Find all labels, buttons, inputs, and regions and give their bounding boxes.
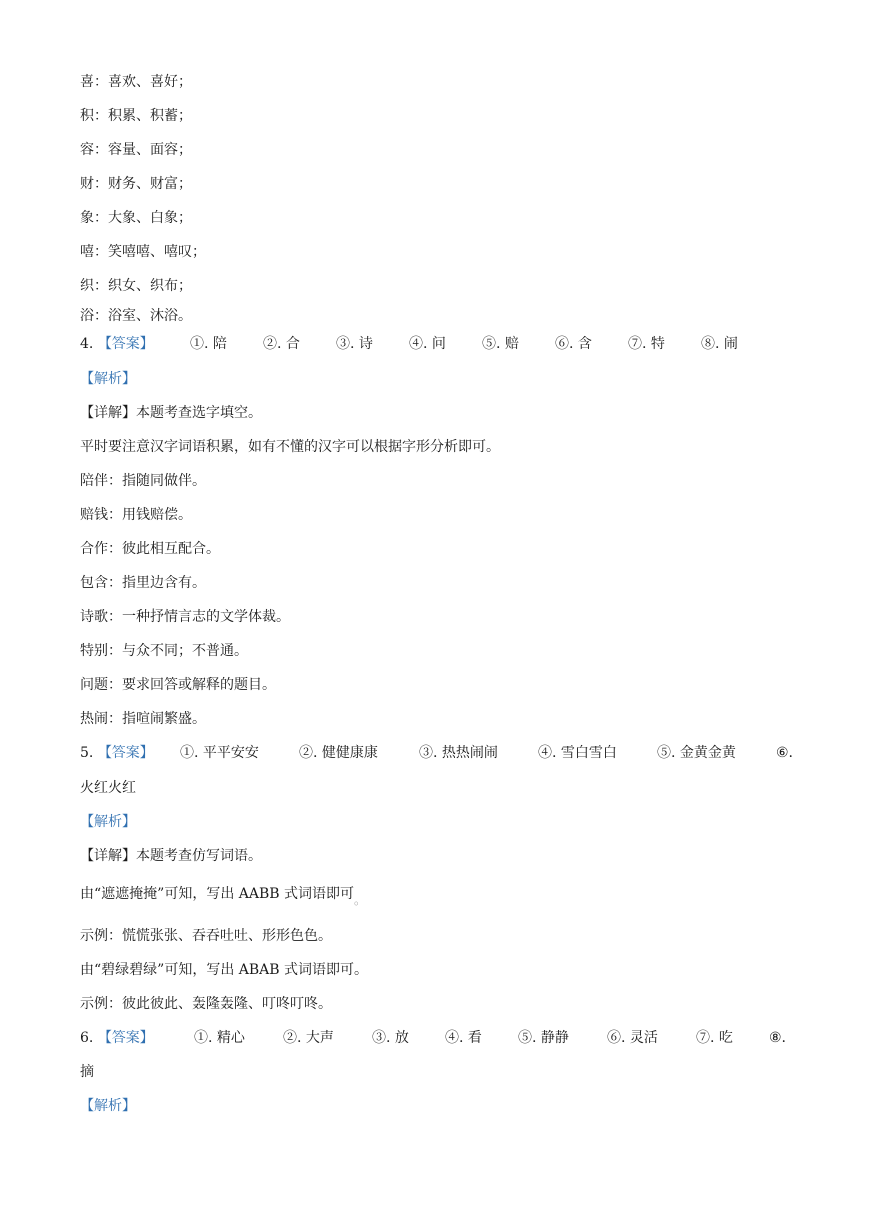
q5-number: 5. (80, 745, 94, 761)
q6-option-8: ⑧. (769, 1030, 787, 1046)
q6-answer-tag: 【答案】 (97, 1030, 154, 1046)
q5-answer-row (80, 743, 800, 763)
q6-option-4: ④. 看 (445, 1030, 482, 1046)
q5-line-2: 示例：慌慌张张、吞吞吐吐、形形色色。 (80, 928, 332, 944)
q5-option-4: ④. 雪白雪白 (538, 745, 617, 761)
q5-trailing-dot: 。 (354, 893, 367, 907)
q5-wrap-text: 火红火红 (80, 780, 136, 796)
q4-option-6: ⑥. 含 (555, 336, 592, 352)
q5-line-1 (80, 884, 367, 907)
q5-analysis-tag: 【解析】 (80, 814, 136, 830)
q6-option-6: ⑥. 灵活 (607, 1030, 658, 1046)
q3-line-6: 嘻：笑嘻嘻、嘻叹； (80, 244, 206, 260)
q4-line-3: 赔钱：用钱赔偿。 (80, 507, 192, 523)
q6-answer-row (80, 1028, 800, 1048)
q6-option-2: ②. 大声 (283, 1030, 334, 1046)
q4-option-7: ⑦. 特 (628, 336, 665, 352)
q6-option-3: ③. 放 (372, 1030, 409, 1046)
q4-line-4: 合作：彼此相互配合。 (80, 541, 220, 557)
q5-option-5: ⑤. 金黄金黄 (657, 745, 736, 761)
q4-line-8: 问题：要求回答或解释的题目。 (80, 677, 276, 693)
q3-line-4: 财：财务、财富； (80, 176, 192, 192)
q4-line-1: 平时要注意汉字词语积累，如有不懂的汉字可以根据字形分析即可。 (80, 439, 500, 455)
q4-answer-tag: 【答案】 (97, 336, 154, 352)
q5-option-1: ①. 平平安安 (180, 745, 259, 761)
q4-line-7: 特别：与众不同；不普通。 (80, 643, 248, 659)
q4-option-4: ④. 问 (409, 336, 446, 352)
q3-line-2: 积：积累、积蓄； (80, 108, 192, 124)
q5-answer-tag: 【答案】 (97, 745, 154, 761)
q3-line-5: 象：大象、白象； (80, 210, 192, 226)
q5-line-3: 由“碧绿碧绿”可知，写出 ABAB 式词语即可。 (80, 962, 369, 978)
q3-line-7: 织：织女、织布； (80, 278, 192, 294)
q5-option-3: ③. 热热闹闹 (419, 745, 498, 761)
q4-line-6: 诗歌：一种抒情言志的文学体裁。 (80, 609, 290, 625)
q5-detail (80, 846, 262, 866)
q6-number: 6. (80, 1030, 94, 1046)
q6-option-5: ⑤. 静静 (518, 1030, 569, 1046)
q3-line-8: 浴：浴室、沐浴。 (80, 308, 192, 324)
q6-analysis-tag: 【解析】 (80, 1098, 136, 1114)
q4-answer-row (80, 334, 800, 354)
q4-option-8: ⑧. 闹 (701, 336, 738, 352)
q4-number: 4. (80, 336, 94, 352)
q5-line-4: 示例：彼此彼此、轰隆轰隆、叮咚叮咚。 (80, 996, 332, 1012)
q4-analysis-tag: 【解析】 (80, 371, 136, 387)
q4-detail-tag: 【详解】 (80, 405, 136, 421)
q5-option-2: ②. 健健康康 (299, 745, 378, 761)
q4-detail-text: 本题考查选字填空。 (136, 405, 262, 421)
q4-option-3: ③. 诗 (336, 336, 373, 352)
q4-option-2: ②. 合 (263, 336, 300, 352)
q4-detail (80, 403, 262, 423)
q5-detail-tag: 【详解】 (80, 848, 136, 864)
q4-line-5: 包含：指里边含有。 (80, 575, 206, 591)
q6-wrap-text: 摘 (80, 1064, 94, 1080)
q4-line-2: 陪伴：指随同做伴。 (80, 473, 206, 489)
q5-line-1-text: 由“遮遮掩掩”可知，写出 AABB 式词语即可 (80, 886, 355, 902)
q3-line-1: 喜：喜欢、喜好； (80, 74, 192, 90)
q4-option-5: ⑤. 赔 (482, 336, 519, 352)
q4-line-9: 热闹：指喧闹繁盛。 (80, 711, 206, 727)
q4-option-1: ①. 陪 (190, 336, 227, 352)
q6-option-7: ⑦. 吃 (696, 1030, 733, 1046)
q5-option-6: ⑥. (776, 745, 794, 761)
q3-line-3: 容：容量、面容； (80, 142, 192, 158)
q6-option-1: ①. 精心 (194, 1030, 245, 1046)
q5-detail-text: 本题考查仿写词语。 (136, 848, 262, 864)
